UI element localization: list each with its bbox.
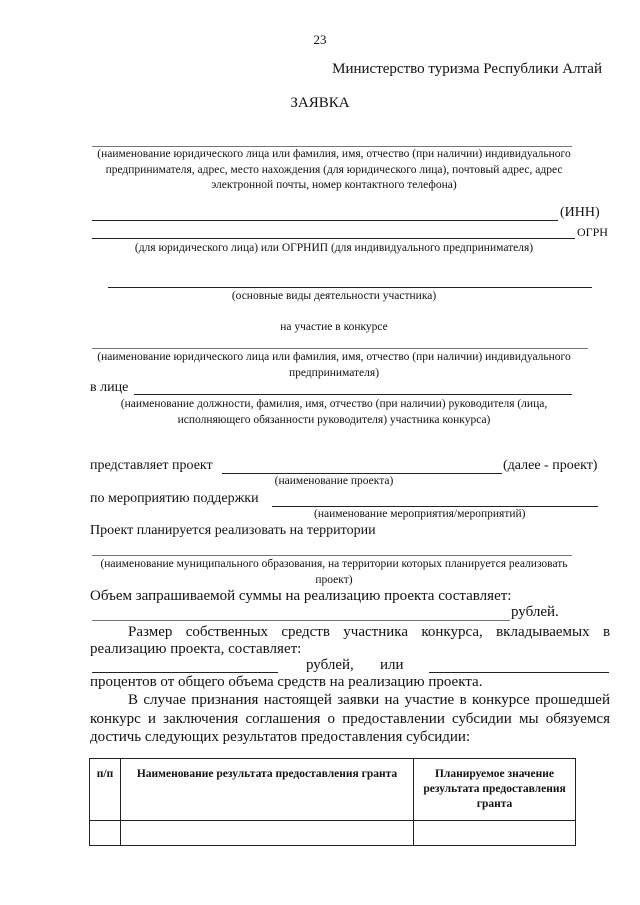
own-funds-line-1: Размер собственных средств участника конкурса, вкладываемых в	[128, 624, 611, 640]
territory-line	[92, 555, 572, 556]
head-line	[134, 394, 572, 395]
or-label: или	[380, 657, 404, 673]
participant-caption: (наименование юридического лица или фамилия, имя, отчество (при наличии) индивидуального предпринимателя)	[97, 351, 571, 379]
requested-amount-line	[92, 620, 510, 621]
after-project-label: (далее - проект)	[503, 458, 598, 473]
own-funds-percent-line	[429, 672, 609, 673]
ogrn-label: ОГРН	[577, 225, 608, 239]
support-measure-line	[272, 506, 598, 507]
document-title: ЗАЯВКА	[290, 95, 350, 111]
activities-caption: (основные виды деятельности участника)	[231, 290, 437, 302]
head-caption: (наименование должности, фамилия, имя, отчество (при наличии) руководителя (лица, исполняющего обязанности руководителя) участника конкурса)	[120, 398, 548, 426]
applicant-caption: (наименование юридического лица или фамилия, имя, отчество (при наличии) индивидуального предпринимателя, адрес, место нахождения (для юридического лица), почтовый адрес, адрес электронной почты, номер контактного телефона)	[97, 148, 571, 191]
territory-label: Проект планируется реализовать на территории	[90, 523, 376, 538]
ogrn-line	[92, 238, 575, 239]
header-result-name: Наименование результата предоставления гранта	[121, 759, 414, 821]
participation-text: на участие в конкурсе	[280, 321, 388, 333]
ministry-name: Министерство туризма Республики Алтай	[332, 61, 602, 77]
table-cell[interactable]	[414, 821, 576, 846]
header-planned-value: Планируемое значение результата предоставления гранта	[414, 759, 576, 821]
inn-label: (ИНН)	[560, 205, 600, 220]
obligation-line-2: конкурс и заключения соглашения о предоставлении субсидии мы обязуемся	[90, 711, 610, 727]
own-funds-amount-line	[92, 672, 278, 673]
requested-amount-label: Объем запрашиваемой суммы на реализацию проекта составляет:	[90, 588, 512, 604]
support-measure-label: по мероприятию поддержки	[90, 491, 259, 506]
obligation-line-1: В случае признания настоящей заявки на участие в конкурсе прошедшей	[128, 692, 610, 708]
participant-line	[92, 348, 588, 349]
presents-project-label: представляет проект	[90, 458, 213, 473]
header-number: п/п	[90, 759, 121, 821]
project-name-caption: (наименование проекта)	[274, 475, 394, 487]
percent-text: процентов от общего объема средств на реализацию проекта.	[90, 674, 483, 690]
territory-caption: (наименование муниципального образования, на территории которых планируется реализовать проект)	[100, 558, 568, 586]
table-cell[interactable]	[90, 821, 121, 846]
inn-line	[92, 220, 558, 221]
obligation-line-3: достичь следующих результатов предоставления субсидии:	[90, 729, 471, 745]
table-cell[interactable]	[121, 821, 414, 846]
activities-line	[108, 287, 592, 288]
results-table	[89, 758, 576, 846]
rubles2-label: рублей,	[306, 657, 354, 673]
table-header-row	[90, 759, 576, 821]
represented-by-label: в лице	[90, 380, 129, 395]
rubles-label: рублей.	[511, 604, 559, 620]
table-row	[90, 821, 576, 846]
support-measure-caption: (наименование мероприятия/мероприятий)	[314, 508, 526, 520]
page-number: 23	[313, 32, 327, 47]
ogrn-caption: (для юридического лица) или ОГРНИП (для индивидуального предпринимателя)	[134, 242, 534, 254]
own-funds-line-2: реализацию проекта, составляет:	[90, 641, 302, 657]
